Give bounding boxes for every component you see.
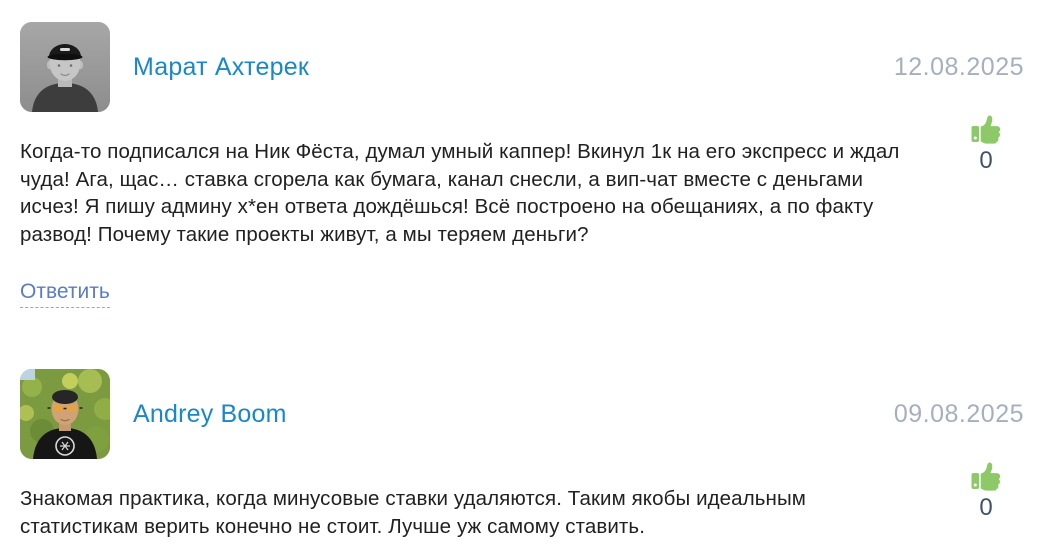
comment-text: Когда-то подписался на Ник Фёста, думал умный каппер! Вкинул 1к на его экспресс и ждал чуда! Ага, щас… ставка сгорела как бумага, канал снесли, а вип-чат вместе с деньгами исчез! Я пишу админу х*ен ответа дождёшься! Всё построено на обещаниях, а по факту развод! Почему такие проекты живут, а мы теряем деньги?	[20, 140, 900, 246]
comment-date: 12.08.2025	[893, 52, 1024, 81]
avatar	[20, 22, 110, 112]
author-link[interactable]: Марат Ахтерек	[133, 52, 309, 81]
thumbs-up-icon	[970, 461, 1003, 491]
man-in-cap-grayscale-photo	[20, 22, 110, 112]
like-button[interactable]	[962, 461, 1010, 520]
comment-header	[20, 22, 1024, 112]
thumbs-up-icon	[970, 114, 1003, 144]
comment-card	[20, 22, 1024, 308]
like-count: 0	[979, 494, 993, 521]
comment-text: Знакомая практика, когда минусовые ставки удаляются. Таким якобы идеальным статистикам верить конечно не стоит. Лучше уж самому ставить.	[20, 487, 806, 538]
man-outdoors-photo	[20, 369, 110, 459]
like-count: 0	[979, 147, 993, 174]
reply-link[interactable]: Ответить	[20, 280, 110, 308]
author-link[interactable]: Andrey Boom	[133, 399, 287, 428]
like-button[interactable]	[962, 114, 1010, 173]
comment-date: 09.08.2025	[893, 399, 1024, 428]
comment-card	[20, 369, 1024, 540]
avatar	[20, 369, 110, 459]
comment-header	[20, 369, 1024, 459]
